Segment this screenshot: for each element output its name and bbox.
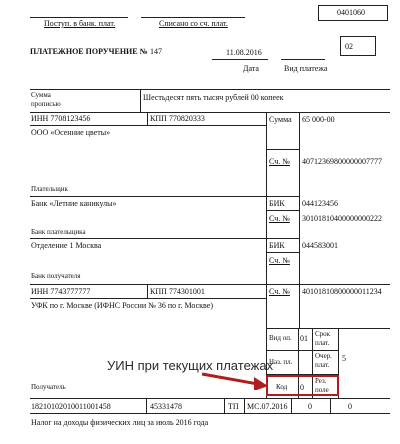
rule-payee-bank-top xyxy=(30,238,299,239)
order-date: 11.08.2016 xyxy=(226,48,262,57)
sum-label: Сумма xyxy=(269,115,292,124)
tax-oktmo: 45331478 xyxy=(150,402,182,411)
debited-label: Списано со сч. плат. xyxy=(159,19,228,28)
deadline-label-2: плат. xyxy=(315,339,330,347)
rule-inn-top xyxy=(30,112,390,113)
payer-kpp: КПП 770820333 xyxy=(150,114,205,123)
rule-inn-bottom xyxy=(30,125,266,126)
rule-sum-bottom xyxy=(266,149,299,150)
debited-line xyxy=(141,17,245,18)
payer-bank-acct-label: Сч. № xyxy=(269,214,290,223)
col-tax-d xyxy=(291,398,292,413)
payment-type-label: Вид платежа xyxy=(284,64,328,73)
payment-type-line xyxy=(281,59,325,60)
payee-acct-label: Сч. № xyxy=(269,287,290,296)
rule-tax-top xyxy=(30,398,390,399)
rule-bik1-bottom xyxy=(266,210,299,211)
rule-ops-top xyxy=(266,328,390,329)
col-tax-e xyxy=(330,398,331,413)
payee-inn: ИНН 7743777777 xyxy=(31,287,91,296)
payer-name: ООО «Осенние цветы» xyxy=(31,128,111,137)
reserve-label-1: Рез. xyxy=(315,377,327,385)
payer-acct-label: Сч. № xyxy=(269,157,290,166)
code-label: Код xyxy=(276,383,288,391)
col-amount-divider xyxy=(140,89,141,112)
date-line xyxy=(212,59,268,60)
deadline-label-1: Срок xyxy=(315,330,331,338)
payer-acct: 40712369800000007777 xyxy=(302,157,382,166)
col-payee-kpp-divider xyxy=(147,284,148,298)
rule-amount-top xyxy=(30,89,390,90)
payer-bank-name: Банк «Летние каникулы» xyxy=(31,199,117,208)
payee-kpp: КПП 774301001 xyxy=(150,287,205,296)
col-tax-c xyxy=(244,398,245,413)
op-type-label: Вид оп. xyxy=(269,334,292,342)
payee-bank-label: Банк получателя xyxy=(31,272,81,280)
payee-name: УФК по г. Москве (ИФНС России № 36 по г. Москве) xyxy=(31,301,213,310)
tax-basis: ТП xyxy=(228,402,239,411)
rule-payee-inn-bottom xyxy=(30,298,266,299)
payer-inn: ИНН 7708123456 xyxy=(31,114,91,123)
status-code: 02 xyxy=(345,42,353,51)
payer-label: Плательщик xyxy=(31,185,68,193)
code-value: 0 xyxy=(300,383,304,392)
annotation-arrow-icon xyxy=(200,372,270,390)
form-code: 0401060 xyxy=(337,8,365,17)
amount-words-label-2: прописью xyxy=(31,100,61,108)
col-right-divider xyxy=(299,112,300,328)
payee-acct: 40101810800000011234 xyxy=(302,287,382,296)
payer-bank-bik: 044123456 xyxy=(302,199,338,208)
rule-payee-inn-top xyxy=(30,284,390,285)
tax-period: МС.07.2016 xyxy=(247,402,288,411)
priority-label-2: плат. xyxy=(315,361,330,369)
op-type: 01 xyxy=(300,334,308,343)
received-line xyxy=(30,17,128,18)
order-number: 147 xyxy=(150,47,162,56)
payee-bank-bik-label: БИК xyxy=(269,241,285,250)
payee-bank-name: Отделение 1 Москва xyxy=(31,241,102,250)
date-label: Дата xyxy=(243,64,259,73)
tax-kbk: 18210102010011001458 xyxy=(31,402,111,411)
reserve-label-2: поле xyxy=(315,386,329,394)
purpose-code-label: Наз. пл. xyxy=(269,358,293,366)
order-title: ПЛАТЕЖНОЕ ПОРУЧЕНИЕ № xyxy=(30,47,148,56)
col-tax-b xyxy=(224,398,225,413)
amount-words: Шестьдесят пять тысяч рублей 00 копеек xyxy=(143,93,284,102)
received-label: Поступ. в банк. плат. xyxy=(44,19,116,28)
payer-bank-bik-label: БИК xyxy=(269,199,285,208)
tax-number: 0 xyxy=(308,402,312,411)
rule-payer-bank-top xyxy=(30,196,299,197)
amount-words-label-1: Сумма xyxy=(31,91,51,99)
rule-bik2-bottom xyxy=(266,252,299,253)
rule-ops-mid xyxy=(266,350,338,351)
tax-date: 0 xyxy=(348,402,352,411)
payee-label: Получатель xyxy=(31,383,66,391)
sum-value: 65 000-00 xyxy=(302,115,335,124)
col-kpp-divider xyxy=(147,112,148,125)
payee-bank-bik: 044583001 xyxy=(302,241,338,250)
payer-bank-label: Банк плательщика xyxy=(31,228,86,236)
payer-bank-acct: 30101810400000000222 xyxy=(302,214,382,223)
rule-tax-bottom xyxy=(30,413,390,414)
payee-bank-acct-label: Сч. № xyxy=(269,256,290,265)
col-tax-a xyxy=(146,398,147,413)
priority-value: 5 xyxy=(342,354,346,363)
payment-purpose: Налог на доходы физических лиц за июль 2016 года xyxy=(31,418,209,427)
priority-label-1: Очер. xyxy=(315,352,332,360)
col-mid-divider xyxy=(266,112,267,398)
uin-annotation: УИН при текущих платежах xyxy=(107,358,274,373)
